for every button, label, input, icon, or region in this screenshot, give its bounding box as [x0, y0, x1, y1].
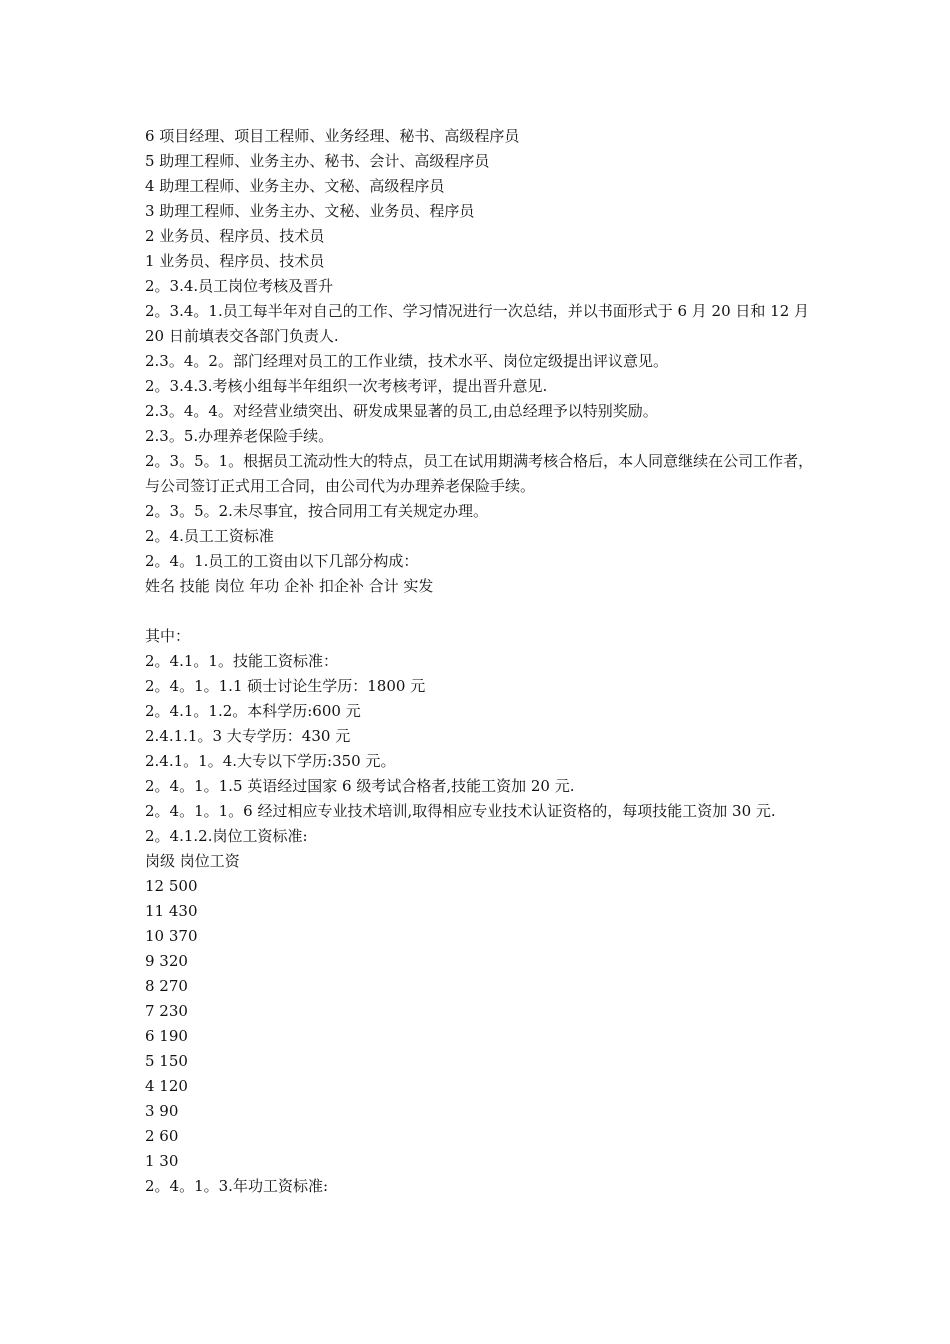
text-line: 2.3。4。2。部门经理对员工的工作业绩，技术水平、岗位定级提出评议意见。 — [145, 352, 668, 370]
paragraph: 2。4。1。1。6 经过相应专业技术培训,取得相应专业技术认证资格的，每项技能工资加 30 元. — [145, 802, 776, 820]
grade-table-row: 2 60 — [145, 1127, 179, 1145]
wage-columns-header: 姓名 技能 岗位 年功 企补 扣企补 合计 实发 — [145, 577, 434, 595]
grade-table-row: 8 270 — [145, 977, 188, 995]
text-line: 2。4。1。1.5 英语经过国家 6 级考试合格者,技能工资加 20 元. — [145, 777, 575, 795]
text-line: 2。4.1。1.2。本科学历:600 元 — [145, 702, 361, 720]
text-line: 4 助理工程师、业务主办、文秘、高级程序员 — [145, 177, 445, 195]
text-line: 3 助理工程师、业务主办、文秘、业务员、程序员 — [145, 202, 475, 220]
section-heading: 2。4.员工工资标准 — [145, 527, 274, 545]
grade-table-row: 10 370 — [145, 927, 198, 945]
grade-table-header: 岗级 岗位工资 — [145, 852, 240, 870]
paragraph: 2。3。5。1。根据员工流动性大的特点，员工在试用期满考核合格后，本人同意继续在公司工作者，与公司签订正式用工合同，由公司代为办理养老保险手续。 — [145, 452, 814, 495]
grade-table-row: 3 90 — [145, 1102, 179, 1120]
grade-table-row: 4 120 — [145, 1077, 188, 1095]
text-line: 2.3。4。4。对经营业绩突出、研发成果显著的员工,由总经理予以特别奖励。 — [145, 402, 658, 420]
document-section-bottom — [145, 624, 815, 1199]
text-line: 其中： — [145, 627, 191, 645]
text-line: 2。3。5。2.未尽事宜，按合同用工有关规定办理。 — [145, 502, 488, 520]
text-line: 5 助理工程师、业务主办、秘书、会计、高级程序员 — [145, 152, 490, 170]
text-line: 2 业务员、程序员、技术员 — [145, 227, 325, 245]
grade-table-row: 12 500 — [145, 877, 198, 895]
text-line: 2。4。1。1.1 硕士讨论生学历：1800 元 — [145, 677, 426, 695]
text-line: 1 业务员、程序员、技术员 — [145, 252, 325, 270]
text-line: 6 项目经理、项目工程师、业务经理、秘书、高级程序员 — [145, 127, 520, 145]
text-line: 2.4.1.1。3 大专学历：430 元 — [145, 727, 351, 745]
document-section-top — [145, 124, 815, 599]
blank-line — [145, 599, 815, 624]
section-heading: 2.3。5.办理养老保险手续。 — [145, 427, 334, 445]
grade-table-row: 9 320 — [145, 952, 188, 970]
paragraph: 2。3.4。1.员工每半年对自己的工作、学习情况进行一次总结，并以书面形式于 6 月 20 日和 12 月 20 日前填表交各部门负责人. — [145, 302, 814, 345]
section-heading: 2。4。1。3.年功工资标准: — [145, 1177, 328, 1195]
text-line: 2.4.1。1。4.大专以下学历:350 元。 — [145, 752, 396, 770]
document-body — [145, 124, 815, 1199]
section-heading: 2。4.1.2.岗位工资标准: — [145, 827, 308, 845]
grade-table-row: 7 230 — [145, 1002, 188, 1020]
text-line: 2。3.4.3.考核小组每半年组织一次考核考评，提出晋升意见. — [145, 377, 548, 395]
section-heading: 2。3.4.员工岗位考核及晋升 — [145, 277, 334, 295]
grade-table-row: 11 430 — [145, 902, 198, 920]
grade-table-row: 5 150 — [145, 1052, 188, 1070]
text-line: 2。4。1.员工的工资由以下几部分构成： — [145, 552, 419, 570]
section-heading: 2。4.1。1。技能工资标准： — [145, 652, 338, 670]
grade-table-row: 1 30 — [145, 1152, 179, 1170]
grade-table-row: 6 190 — [145, 1027, 188, 1045]
